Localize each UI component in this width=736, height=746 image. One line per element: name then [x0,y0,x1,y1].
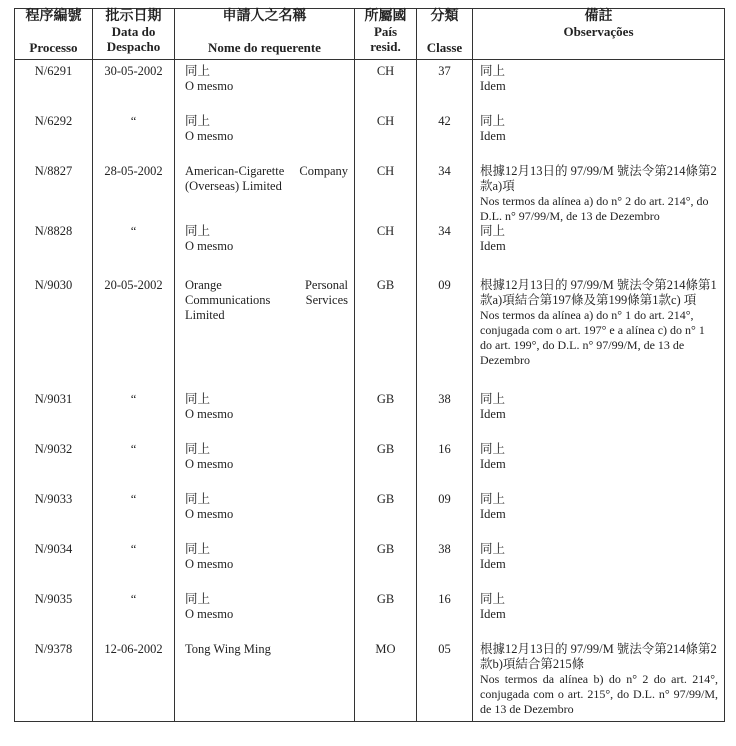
data-cell: “ [93,588,175,638]
observacoes-cell: 根據12月13日的 97/99/M 號法令第214條第2款a)項 Nos termos da alínea a) do n° 2 do art. 214°, do D.L. n° 97/99/M, de 13 de Dezembro [473,160,725,224]
classe-cell: 16 [417,438,473,488]
processo-cell: N/8828 [15,224,93,274]
observacoes-cell: 同上 Idem [473,388,725,438]
nome-cell: Orange Personal Communications Services Limited [175,274,355,388]
header-row [15,9,725,60]
pais-cell: CH [355,110,417,160]
observacoes-cell: 同上 Idem [473,224,725,274]
table-row [15,160,725,224]
processo-cell: N/9030 [15,274,93,388]
pais-cell: GB [355,274,417,388]
processo-cell: N/9031 [15,388,93,438]
observacoes-cell: 根據12月13日的 97/99/M 號法令第214條第2款b)項結合第215條 Nos termos da alínea b) do n° 2 do art. 214°, conjugada com o art. 215°, do D.L. n° 97/99/M, de 13 de Dezembro [473,638,725,722]
processo-cell: N/8827 [15,160,93,224]
pais-cell: GB [355,438,417,488]
processo-cell: N/9032 [15,438,93,488]
data-cell: “ [93,488,175,538]
despacho-table [14,8,725,722]
classe-cell: 42 [417,110,473,160]
processo-cell: N/9035 [15,588,93,638]
processo-cell: N/9033 [15,488,93,538]
data-cell: 28-05-2002 [93,160,175,224]
table-row [15,388,725,438]
classe-cell: 05 [417,638,473,722]
nome-cell: American-Cigarette Company (Overseas) Limited [175,160,355,224]
classe-cell: 34 [417,224,473,274]
data-cell: “ [93,388,175,438]
classe-cell: 16 [417,588,473,638]
header-classe: 分類 Classe [417,9,473,60]
observacoes-cell: 同上 Idem [473,588,725,638]
nome-cell: 同上 O mesmo [175,388,355,438]
nome-cell: 同上 O mesmo [175,110,355,160]
nome-cell: 同上 O mesmo [175,438,355,488]
table-row [15,110,725,160]
table-row [15,588,725,638]
processo-cell: N/9378 [15,638,93,722]
header-nome: 申請人之名稱 Nome do requerente [175,9,355,60]
classe-cell: 34 [417,160,473,224]
data-cell: 20-05-2002 [93,274,175,388]
pais-cell: CH [355,60,417,110]
pais-cell: GB [355,488,417,538]
data-cell: “ [93,538,175,588]
observacoes-cell: 同上 Idem [473,538,725,588]
table-row [15,538,725,588]
header-pais: 所屬國 País resid. [355,9,417,60]
pais-cell: GB [355,588,417,638]
table-row [15,488,725,538]
pais-cell: MO [355,638,417,722]
classe-cell: 38 [417,388,473,438]
classe-cell: 09 [417,488,473,538]
data-cell: 30-05-2002 [93,60,175,110]
classe-cell: 37 [417,60,473,110]
nome-cell: 同上 O mesmo [175,60,355,110]
pais-cell: GB [355,388,417,438]
data-cell: 12-06-2002 [93,638,175,722]
data-cell: “ [93,110,175,160]
header-processo: 程序編號 Processo [15,9,93,60]
observacoes-cell: 根據12月13日的 97/99/M 號法令第214條第1款a)項結合第197條及第199條第1款c) 項 Nos termos da alínea a) do n° 1 do art. 214°, conjugada com o art. 197° e a alínea c) do n° 1 do art. 199°, do D.L. n° 97/99/M, de 13 de Dezembro [473,274,725,388]
table-row [15,274,725,388]
nome-cell: 同上 O mesmo [175,224,355,274]
data-cell: “ [93,438,175,488]
table-row [15,438,725,488]
nome-cell: Tong Wing Ming [175,638,355,722]
processo-cell: N/6291 [15,60,93,110]
table-row [15,60,725,110]
classe-cell: 09 [417,274,473,388]
observacoes-cell: 同上 Idem [473,438,725,488]
classe-cell: 38 [417,538,473,588]
pais-cell: GB [355,538,417,588]
table-row [15,638,725,722]
observacoes-cell: 同上 Idem [473,60,725,110]
pais-cell: CH [355,160,417,224]
pais-cell: CH [355,224,417,274]
header-data: 批示日期 Data do Despacho [93,9,175,60]
nome-cell: 同上 O mesmo [175,538,355,588]
processo-cell: N/6292 [15,110,93,160]
nome-cell: 同上 O mesmo [175,588,355,638]
header-observacoes: 備註 Observações [473,9,725,60]
processo-cell: N/9034 [15,538,93,588]
observacoes-cell: 同上 Idem [473,488,725,538]
nome-cell: 同上 O mesmo [175,488,355,538]
observacoes-cell: 同上 Idem [473,110,725,160]
table-row [15,224,725,274]
data-cell: “ [93,224,175,274]
